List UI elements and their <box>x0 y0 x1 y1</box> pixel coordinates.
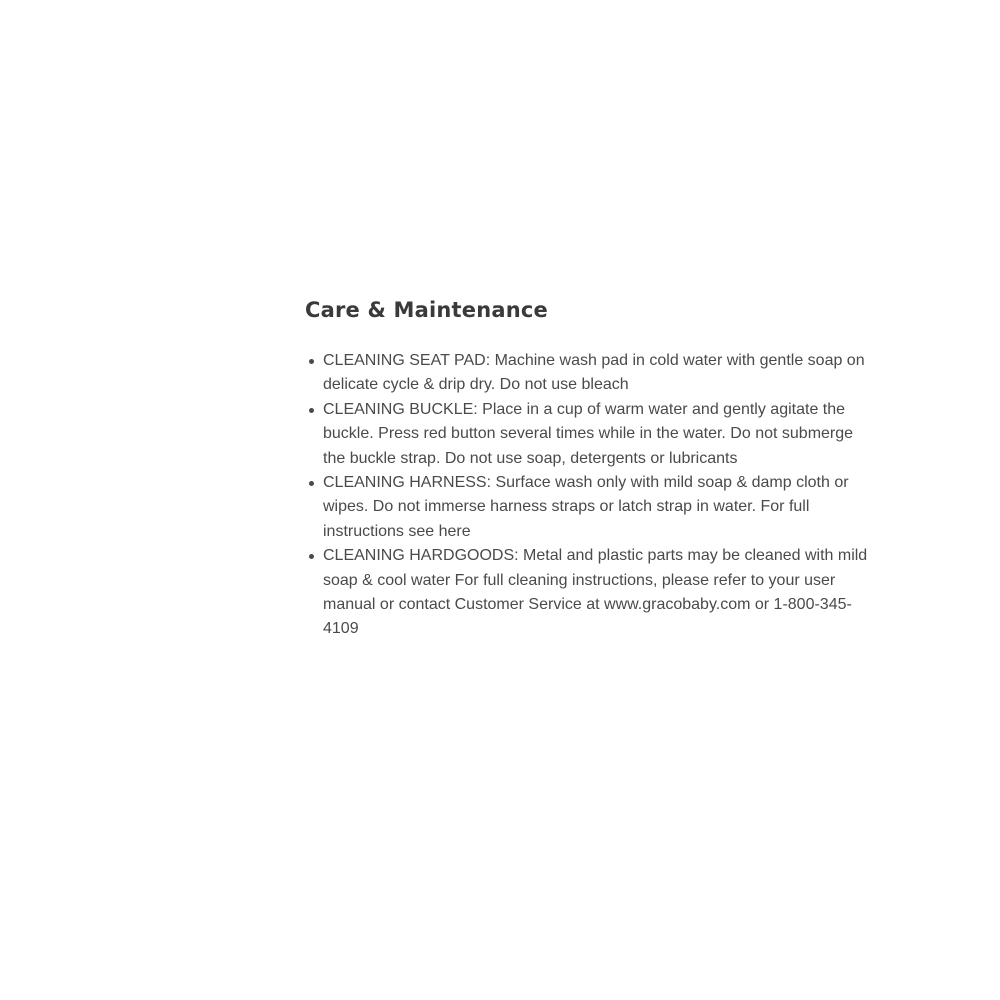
care-list <box>305 349 870 642</box>
care-item-text: CLEANING HARDGOODS: Metal and plastic parts may be cleaned with mild soap & cool water For full cleaning instructions, please refer to your user manual or contact Customer Service at www.gracobaby.com or 1-800-345-4109 <box>323 547 868 638</box>
care-maintenance-section <box>305 295 870 642</box>
care-item-text: CLEANING HARNESS: Surface wash only with mild soap & damp cloth or wipes. Do not immerse harness straps or latch strap in water. For full instructions see here <box>323 474 849 540</box>
care-item-seat-pad <box>305 349 870 398</box>
care-item-hardgoods <box>305 544 870 642</box>
care-item-harness <box>305 471 870 544</box>
bullet-icon <box>309 408 314 413</box>
section-title: Care & Maintenance <box>305 298 548 322</box>
care-item-text: CLEANING BUCKLE: Place in a cup of warm water and gently agitate the buckle. Press red button several times while in the water. Do not submerge the buckle strap. Do not use soap, detergents or lubricants <box>323 400 854 467</box>
bullet-icon <box>309 554 314 559</box>
bullet-icon <box>309 359 314 364</box>
care-item-buckle <box>305 398 870 471</box>
care-item-text: CLEANING SEAT PAD: Machine wash pad in cold water with gentle soap on delicate cycle & drip dry. Do not use bleach <box>323 352 865 394</box>
bullet-icon <box>309 481 314 486</box>
